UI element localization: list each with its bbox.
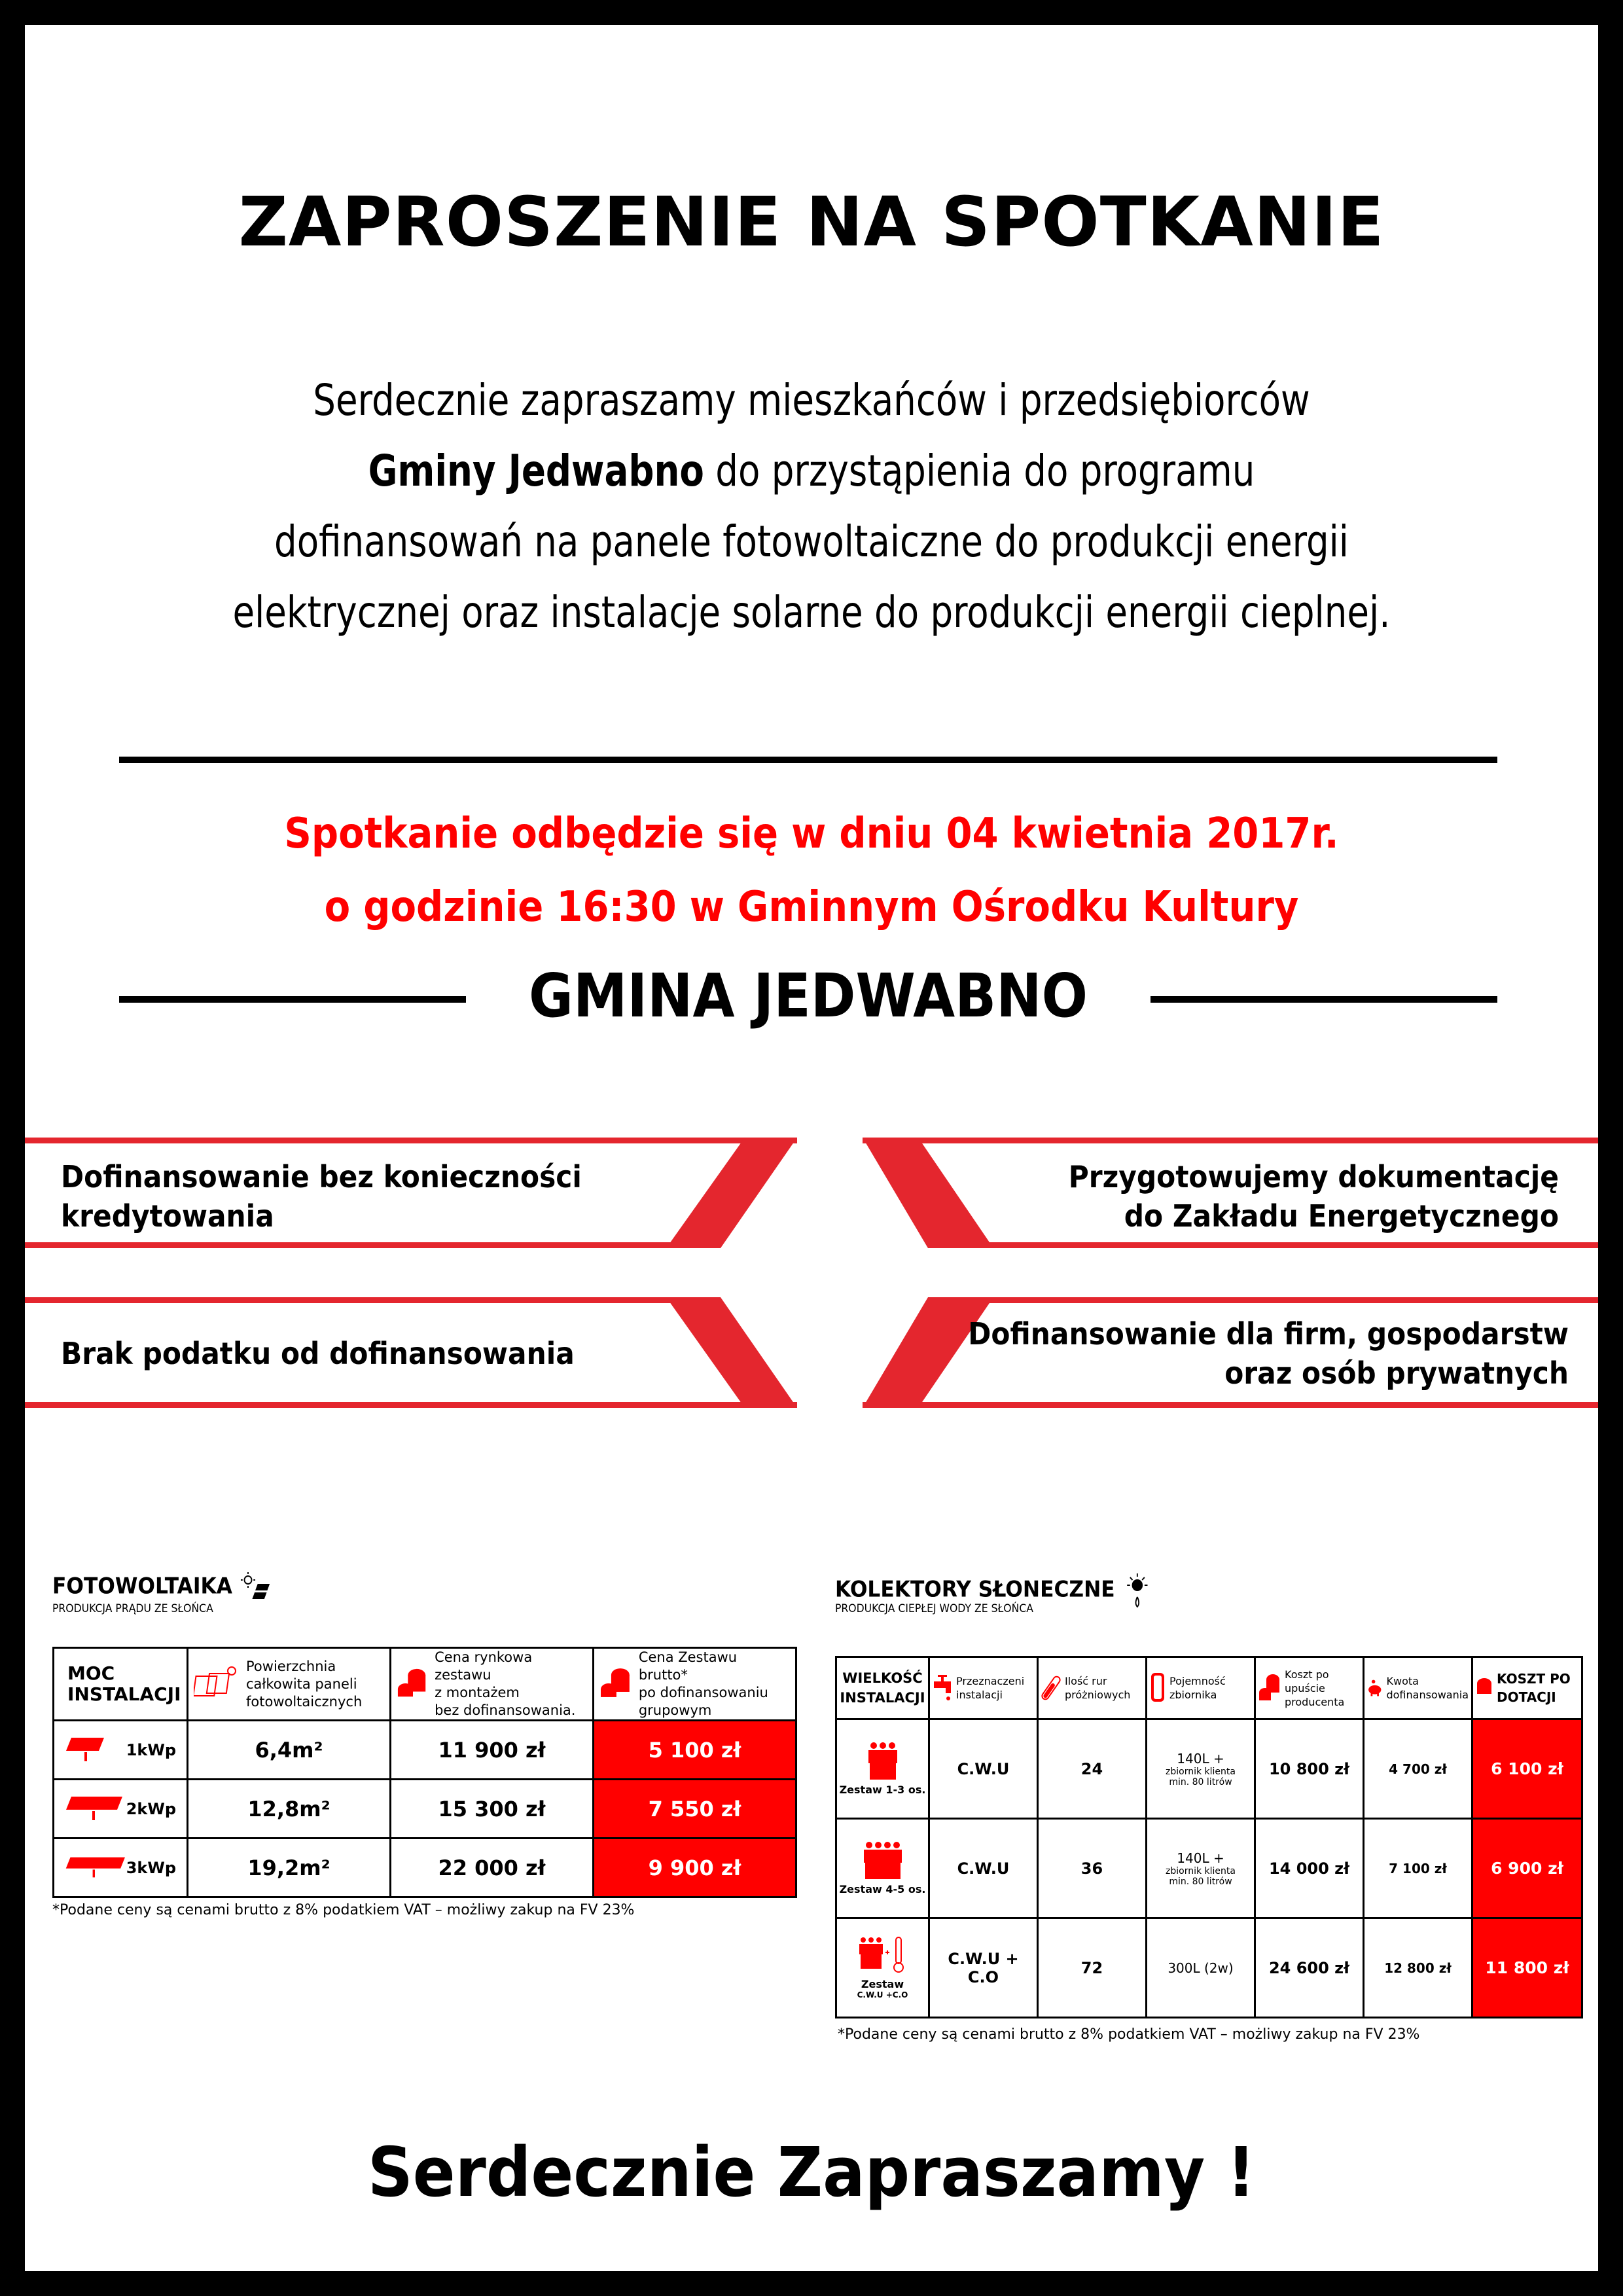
divider xyxy=(119,757,1497,763)
header-line: WIELKOŚĆ xyxy=(842,1670,923,1686)
feature-no-credit xyxy=(61,1157,663,1236)
people-thermometer-icon xyxy=(857,1936,909,1975)
cell-subsidy: 7 100 zł xyxy=(1364,1819,1472,1918)
header-area xyxy=(188,1648,391,1721)
set-label: Zestaw xyxy=(861,1978,904,1990)
cell-market-price: 11 900 zł xyxy=(391,1721,594,1780)
header-subsidy xyxy=(1364,1657,1472,1719)
banner-stripe xyxy=(25,1297,679,1303)
solar-panel-sun-icon xyxy=(240,1571,276,1604)
header-tank xyxy=(1147,1657,1255,1719)
table-row xyxy=(54,1780,796,1839)
header-purpose xyxy=(929,1657,1038,1719)
coins-icon xyxy=(397,1664,428,1704)
header-line: po dofinansowaniu xyxy=(638,1685,768,1700)
header-line: próżniowych xyxy=(1065,1689,1131,1701)
cell-tubes: 36 xyxy=(1038,1819,1147,1918)
meeting-place: o godzinie 16:30 w Gminnym Ośrodku Kultury xyxy=(324,883,1299,931)
set-label: Zestaw 1-3 os. xyxy=(839,1784,926,1796)
feature-line: kredytowania xyxy=(61,1198,274,1234)
banner-stripe xyxy=(863,1138,1598,1143)
meeting-date: Spotkanie odbędzie się w dniu 04 kwietnia 2017r. xyxy=(284,810,1339,858)
tank-main: 140L + xyxy=(1177,1750,1224,1767)
header-market-price xyxy=(391,1648,594,1721)
feature-eligibility xyxy=(906,1314,1569,1393)
vacuum-tube-icon xyxy=(1041,1674,1061,1702)
set-sublabel: C.W.U +C.O xyxy=(857,1990,908,2000)
cell-tubes: 72 xyxy=(1038,1918,1147,2018)
tank-note: zbiornik klienta xyxy=(1166,1766,1236,1777)
cell-tubes: 24 xyxy=(1038,1719,1147,1819)
solar-panel-icon xyxy=(194,1664,240,1704)
header-final-cost xyxy=(1472,1657,1582,1719)
feature-line: do Zakładu Energetycznego xyxy=(1124,1198,1559,1234)
header-line: INSTALACJI xyxy=(840,1690,925,1706)
panel-array-icon xyxy=(65,1794,124,1823)
pv-section-title xyxy=(52,1571,276,1604)
header-line: bez dofinansowania. xyxy=(435,1702,576,1718)
cell-set xyxy=(836,1918,929,2018)
header-line: DOTACJI xyxy=(1497,1689,1556,1705)
banner-chevron xyxy=(666,1297,797,1408)
cell-subsidy: 12 800 zł xyxy=(1364,1918,1472,2018)
pv-title-text: FOTOWOLTAIKA xyxy=(52,1573,232,1600)
header-size xyxy=(836,1657,929,1719)
closing-text: Serdecznie Zapraszamy ! xyxy=(367,2132,1256,2212)
cell-tank xyxy=(1147,1819,1255,1918)
header-line: z montażem xyxy=(435,1685,520,1700)
cell-final-cost: 6 900 zł xyxy=(1472,1819,1582,1918)
intro-line: dofinansowań na panele fotowoltaiczne do produkcji energii xyxy=(274,516,1349,567)
feature-line: Dofinansowanie bez konieczności xyxy=(61,1159,582,1194)
coins-icon xyxy=(1258,1672,1281,1704)
cell-area: 6,4m² xyxy=(188,1721,391,1780)
cell-final-cost: 6 100 zł xyxy=(1472,1719,1582,1819)
coins-icon xyxy=(599,1664,632,1704)
header-line: Koszt po xyxy=(1285,1668,1329,1681)
cell-power xyxy=(54,1780,188,1839)
banner-stripe xyxy=(25,1242,679,1248)
solar-section-subtitle: PRODUKCJA CIEPŁEJ WODY ZE SŁOŃCA xyxy=(835,1602,1033,1615)
header-line: dofinansowania xyxy=(1386,1689,1469,1701)
cell-final-cost: 11 800 zł xyxy=(1472,1918,1582,2018)
header-line: Pojemność xyxy=(1169,1675,1226,1687)
water-tap-icon xyxy=(933,1674,952,1702)
header-final-price xyxy=(594,1648,796,1721)
table-row xyxy=(836,1918,1582,2018)
header-line: producenta xyxy=(1285,1695,1345,1708)
people-three-icon xyxy=(863,1742,902,1781)
power-value: 1kWp xyxy=(126,1740,176,1759)
feature-line: oraz osób prywatnych xyxy=(1224,1355,1569,1391)
cell-purpose: C.W.U xyxy=(929,1719,1038,1819)
cell-set xyxy=(836,1819,929,1918)
intro-line: elektrycznej oraz instalacje solarne do produkcji energii cieplnej. xyxy=(232,587,1391,637)
tank-note: zbiornik klienta xyxy=(1166,1865,1236,1876)
header-line: Cena Zestawu brutto* xyxy=(638,1649,738,1683)
header-line: Cena rynkowa zestawu xyxy=(435,1649,533,1683)
divider-right xyxy=(1150,996,1497,1003)
cell-cost: 10 800 zł xyxy=(1255,1719,1364,1819)
header-line: całkowita paneli xyxy=(246,1676,357,1692)
tank-main: 140L + xyxy=(1177,1850,1224,1866)
banner-stripe xyxy=(980,1242,1598,1248)
cell-area: 12,8m² xyxy=(188,1780,391,1839)
header-line: Powierzchnia xyxy=(246,1658,336,1674)
cell-area: 19,2m² xyxy=(188,1839,391,1897)
feature-line: Dofinansowanie dla firm, gospodarstw xyxy=(968,1316,1569,1352)
cell-tank xyxy=(1147,1719,1255,1819)
intro-line xyxy=(88,436,1535,507)
header-cost xyxy=(1255,1657,1364,1719)
banner-stripe xyxy=(863,1402,1598,1408)
pv-price-table xyxy=(52,1647,797,1898)
banner-chevron xyxy=(666,1138,797,1248)
intro-paragraph xyxy=(88,365,1535,648)
cell-final-price: 7 550 zł xyxy=(594,1780,796,1839)
cell-purpose: C.W.U + C.O xyxy=(929,1918,1038,2018)
table-header-row xyxy=(836,1657,1582,1719)
cell-market-price: 15 300 zł xyxy=(391,1780,594,1839)
header-line: upuście xyxy=(1285,1681,1325,1695)
panel-array-icon xyxy=(65,1853,126,1882)
table-row xyxy=(836,1719,1582,1819)
people-four-icon xyxy=(860,1841,906,1880)
cell-power xyxy=(54,1839,188,1897)
cell-subsidy: 4 700 zł xyxy=(1364,1719,1472,1819)
header-line: KOSZT PO xyxy=(1497,1671,1571,1687)
feature-documentation xyxy=(957,1157,1559,1236)
panel-array-icon xyxy=(65,1735,111,1765)
header-line: zbiornika xyxy=(1169,1689,1217,1701)
poster-page xyxy=(25,25,1598,2271)
pv-section-subtitle: PRODUKCJA PRĄDU ZE SŁOŃCA xyxy=(52,1602,213,1615)
header-line: instalacji xyxy=(956,1689,1003,1701)
table-row xyxy=(836,1819,1582,1918)
cell-tank: 300L (2w) xyxy=(1147,1918,1255,2018)
piggy-bank-icon xyxy=(1367,1675,1382,1701)
header-line: Przeznaczeni xyxy=(956,1675,1025,1687)
features-section xyxy=(25,1118,1598,1419)
header-power xyxy=(54,1648,188,1721)
cell-cost: 24 600 zł xyxy=(1255,1918,1364,2018)
header-line: Ilość rur xyxy=(1065,1675,1107,1687)
tank-note: min. 80 litrów xyxy=(1169,1776,1232,1787)
banner-stripe xyxy=(25,1402,797,1408)
solar-price-table xyxy=(835,1656,1583,2018)
table-row xyxy=(54,1721,796,1780)
tank-note: min. 80 litrów xyxy=(1169,1876,1232,1887)
power-value: 2kWp xyxy=(126,1799,176,1818)
cell-set xyxy=(836,1719,929,1819)
cell-final-price: 9 900 zł xyxy=(594,1839,796,1897)
cell-cost: 14 000 zł xyxy=(1255,1819,1364,1918)
cell-final-price: 5 100 zł xyxy=(594,1721,796,1780)
feature-line: Brak podatku od dofinansowania xyxy=(61,1336,575,1371)
header-tubes xyxy=(1038,1657,1147,1719)
set-label: Zestaw 4-5 os. xyxy=(839,1883,926,1895)
page-title: ZAPROSZENIE NA SPOTKANIE xyxy=(238,182,1385,262)
solar-title-text: KOLEKTORY SŁONECZNE xyxy=(835,1576,1115,1603)
coins-icon xyxy=(1476,1677,1493,1699)
sun-water-drop-icon xyxy=(1122,1571,1152,1610)
cell-power xyxy=(54,1721,188,1780)
table-row xyxy=(54,1839,796,1897)
cell-market-price: 22 000 zł xyxy=(391,1839,594,1897)
power-value: 3kWp xyxy=(126,1858,176,1877)
intro-municipality: Gminy Jedwabno xyxy=(368,446,704,496)
water-tank-icon xyxy=(1150,1672,1166,1704)
municipality-name: GMINA JEDWABNO xyxy=(529,961,1088,1031)
intro-line: Serdecznie zapraszamy mieszkańców i przedsiębiorców xyxy=(313,375,1310,425)
banner-stripe xyxy=(928,1297,1598,1303)
feature-line: Przygotowujemy dokumentację xyxy=(1068,1159,1559,1194)
cell-purpose: C.W.U xyxy=(929,1819,1038,1918)
header-line: fotowoltaicznych xyxy=(246,1693,363,1710)
banner-stripe xyxy=(25,1138,797,1143)
municipality-banner xyxy=(119,954,1497,1046)
feature-no-tax xyxy=(61,1334,663,1373)
meeting-info xyxy=(103,797,1520,944)
pv-price-note: *Podane ceny są cenami brutto z 8% podatkiem VAT – możliwy zakup na FV 23% xyxy=(52,1902,635,1918)
table-header-row xyxy=(54,1648,796,1721)
intro-line-rest: do przystąpienia do programu xyxy=(704,446,1255,496)
solar-price-note: *Podane ceny są cenami brutto z 8% podatkiem VAT – możliwy zakup na FV 23% xyxy=(838,2026,1420,2043)
header-line: Kwota xyxy=(1386,1675,1419,1687)
header-power-label: MOC INSTALACJI xyxy=(67,1662,181,1705)
header-line: grupowym xyxy=(638,1702,712,1718)
